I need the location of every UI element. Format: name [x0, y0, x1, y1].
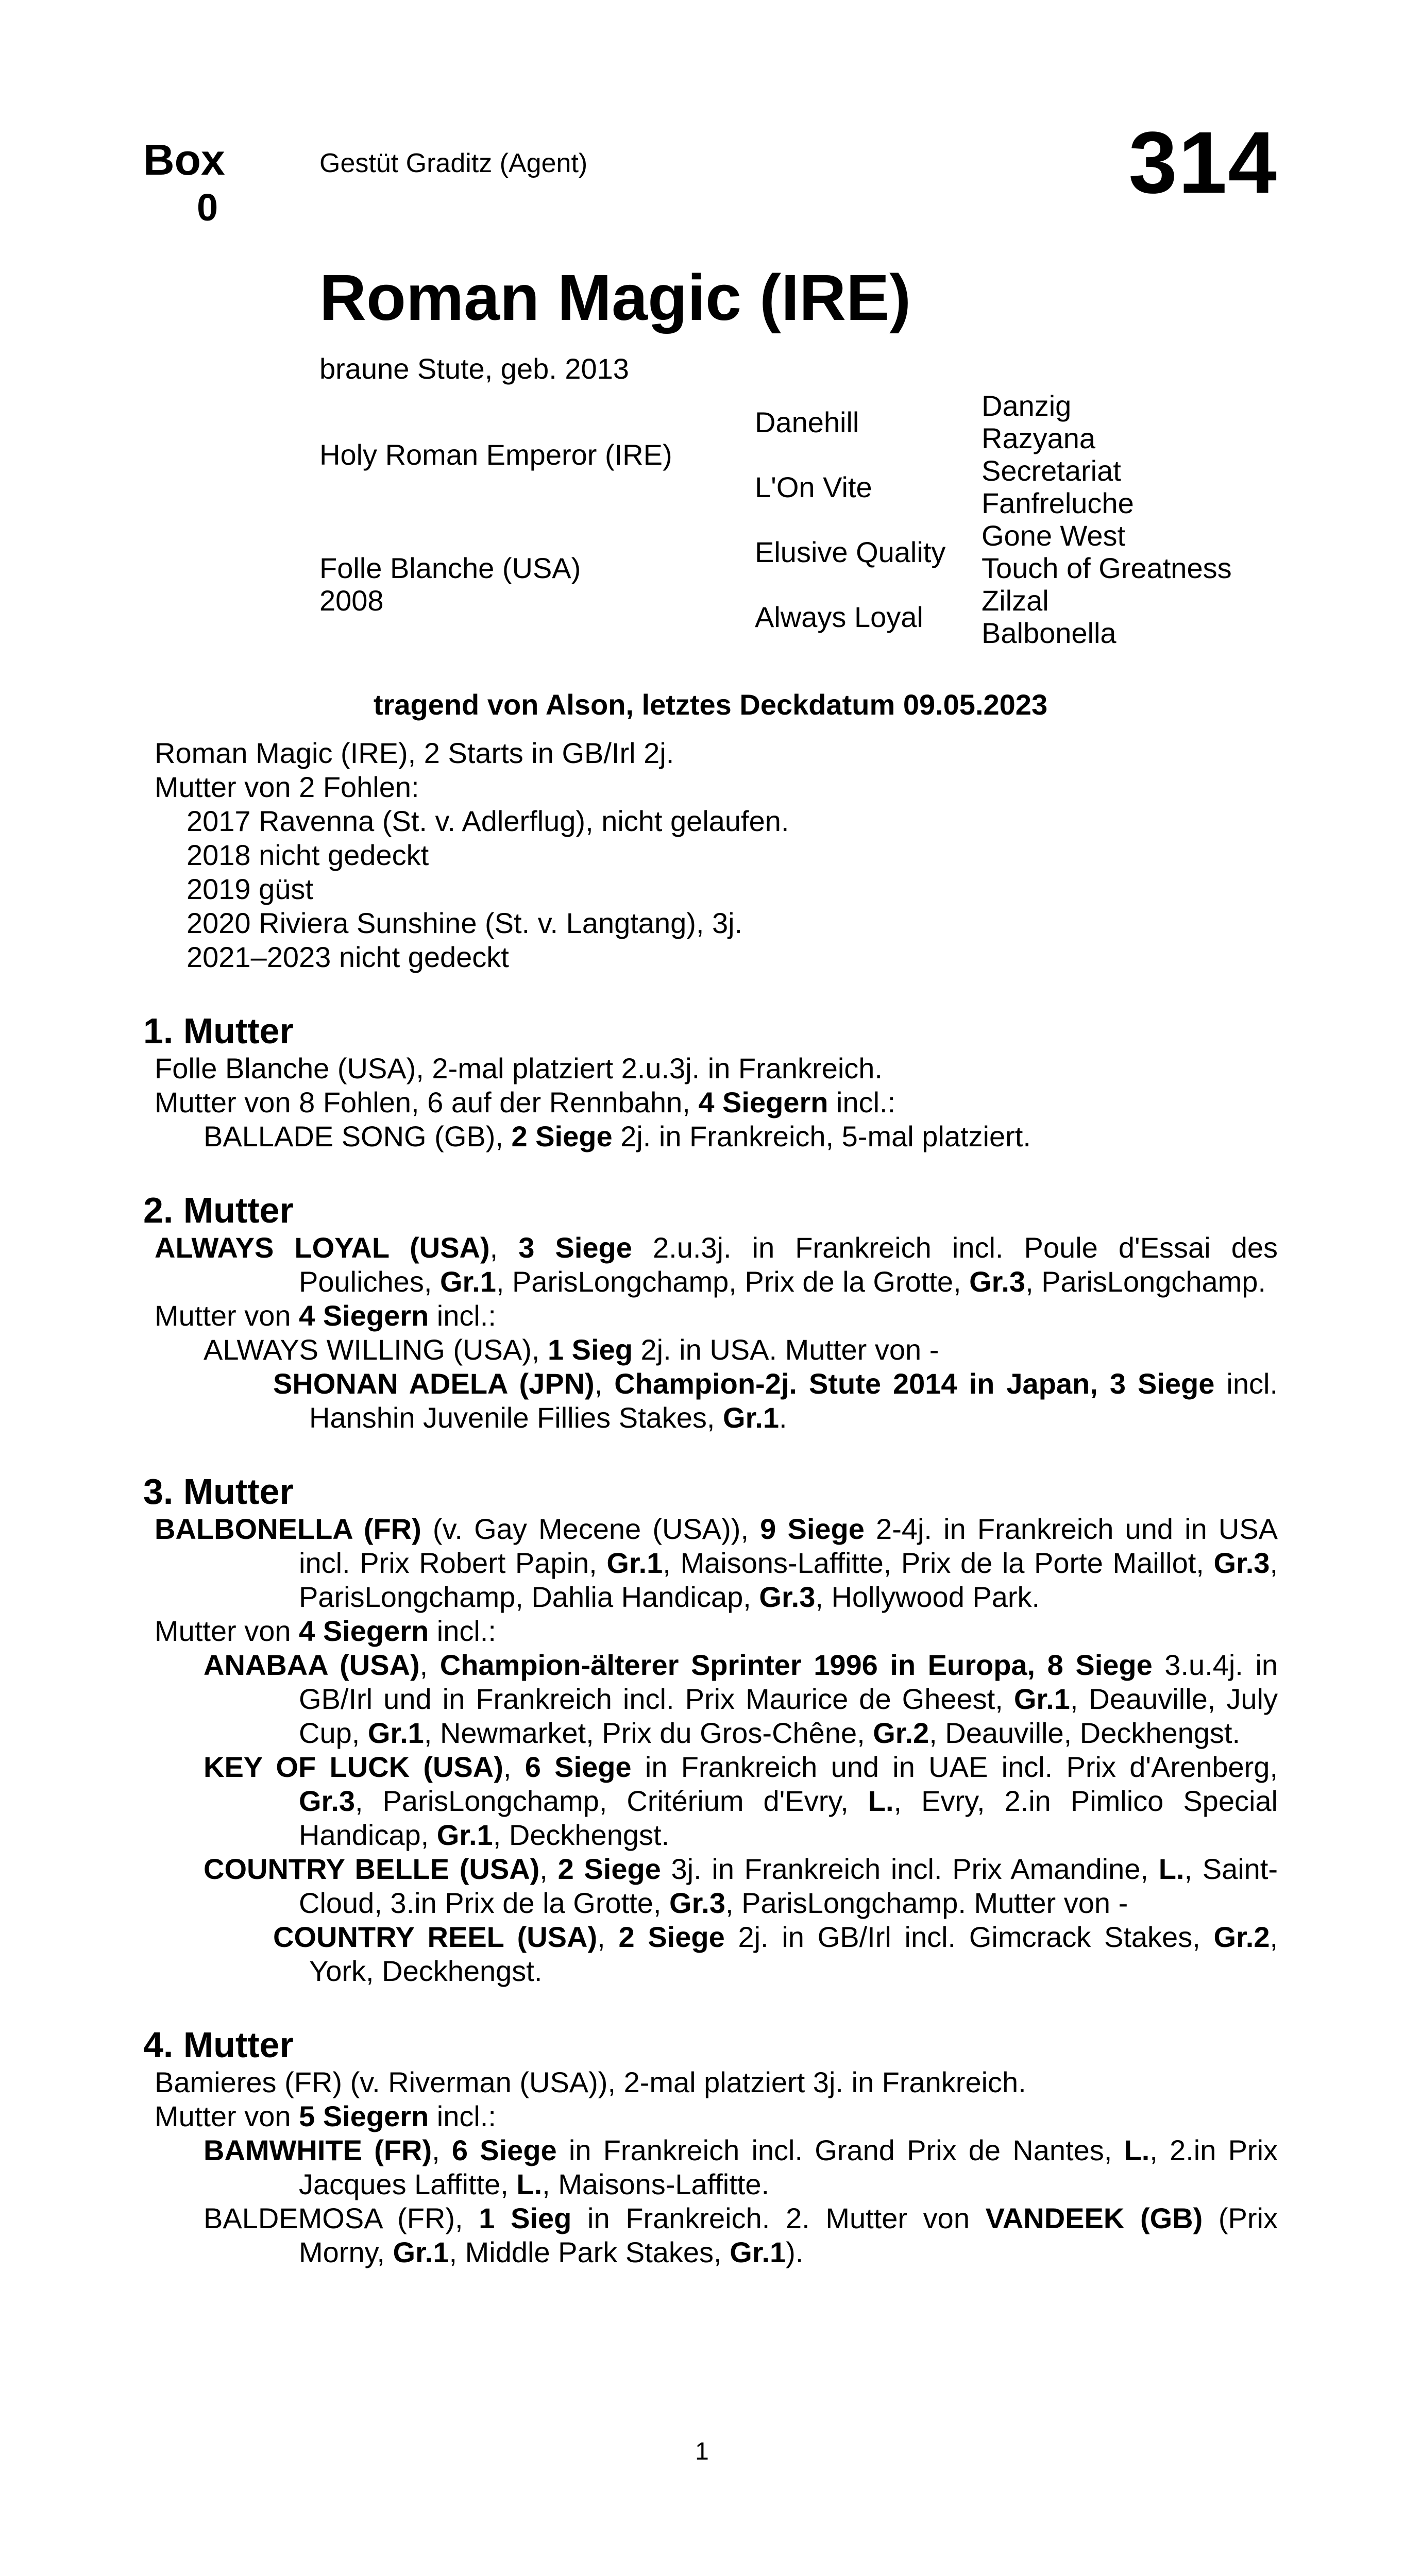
page-header [143, 114, 1278, 229]
dam-section-title: 3. Mutter [143, 1471, 294, 1512]
pedigree-ancestor: Fanfreluche [982, 487, 1134, 519]
covering-note: tragend von Alson, letztes Deckdatum 09.05.2023 [373, 688, 1048, 721]
pedigree-dam-name: Folle Blanche (USA) [319, 552, 581, 584]
pedigree-paragraph: BALBONELLA (FR) (v. Gay Mecene (USA)), 9 Siege 2-4j. in Frankreich und in USA incl. Prix Robert Papin, Gr.1, Maisons-Laffitte, Prix de la Porte Maillot, Gr.3, ParisLongchamp, Dahlia Handicap, Gr.3, Hollywood Park. [155, 1513, 1278, 1613]
pedigree-paragraph: BAMWHITE (FR), 6 Siege in Frankreich incl. Grand Prix de Nantes, L., 2.in Prix Jacques Laffitte, L., Maisons-Laffitte. [204, 2134, 1278, 2200]
dam-sections [143, 1010, 1278, 2269]
lot-number: 314 [1128, 114, 1278, 212]
pedigree-ancestor: Secretariat [982, 454, 1121, 487]
pedigree-paragraph: BALDEMOSA (FR), 1 Sieg in Frankreich. 2. Mutter von VANDEEK (GB) (Prix Morny, Gr.1, Middle Park Stakes, Gr.1). [204, 2202, 1278, 2268]
dam-section-body [143, 1231, 1278, 1435]
pedigree-table [319, 389, 1278, 649]
pedigree-ancestor: Razyana [982, 422, 1096, 454]
pedigree-paragraph: SHONAN ADELA (JPN), Champion-2j. Stute 2014 in Japan, 3 Siege incl. Hanshin Juvenile Fillies Stakes, Gr.1. [273, 1367, 1278, 1434]
pedigree-ancestor: Danzig [982, 389, 1072, 422]
pedigree-paragraph: Mutter von 4 Siegern incl.: [155, 1299, 496, 1332]
dam-section [143, 1010, 1278, 1154]
box-label: Box [143, 135, 225, 184]
race-record-line: 2021–2023 nicht gedeckt [187, 941, 509, 973]
race-record-line: Roman Magic (IRE), 2 Starts in GB/Irl 2j. [155, 737, 674, 769]
dam-section-title: 1. Mutter [143, 1011, 294, 1051]
pedigree-paragraph: ALWAYS LOYAL (USA), 3 Siege 2.u.3j. in Frankreich incl. Poule d'Essai des Pouliches, Gr.1, ParisLongchamp, Prix de la Grotte, Gr.3, ParisLongchamp. [155, 1231, 1278, 1298]
dam-section [143, 1471, 1278, 1988]
pedigree-paragraph: ANABAA (USA), Champion-älterer Sprinter 1996 in Europa, 8 Siege 3.u.4j. in GB/Irl und in Frankreich incl. Prix Maurice de Gheest, Gr.1, Deauville, July Cup, Gr.1, Newmarket, Prix du Gros-Chêne, Gr.2, Deauville, Deckhengst. [204, 1649, 1278, 1749]
pedigree-dam-block [319, 552, 581, 617]
pedigree-paragraph: Mutter von 8 Fohlen, 6 auf der Rennbahn, 4 Siegern incl.: [155, 1086, 896, 1118]
pedigree-paragraph: COUNTRY REEL (USA), 2 Siege 2j. in GB/Irl incl. Gimcrack Stakes, Gr.2, York, Deckhengst. [273, 1921, 1278, 1987]
pedigree-paragraph: ALWAYS WILLING (USA), 1 Sieg 2j. in USA. Mutter von - [204, 1333, 939, 1366]
pedigree-paragraph: Bamieres (FR) (v. Riverman (USA)), 2-mal platziert 3j. in Frankreich. [155, 2066, 1026, 2098]
box-block [143, 135, 319, 229]
pedigree-ancestor: Zilzal [982, 584, 1049, 617]
race-record-line: Mutter von 2 Fohlen: [155, 771, 419, 803]
horse-description: braune Stute, geb. 2013 [319, 352, 629, 385]
pedigree-paragraph: Mutter von 4 Siegern incl.: [155, 1615, 496, 1647]
pedigree-paragraph: Mutter von 5 Siegern incl.: [155, 2100, 496, 2132]
race-record [143, 736, 1278, 974]
race-record-line: 2017 Ravenna (St. v. Adlerflug), nicht gelaufen. [187, 805, 789, 837]
pedigree-sire [319, 389, 755, 519]
pedigree-grandsire: Elusive Quality [755, 535, 946, 568]
pedigree-ancestor: Gone West [982, 519, 1126, 552]
dam-section-title: 4. Mutter [143, 2025, 294, 2065]
pedigree-granddam: Always Loyal [755, 600, 923, 633]
dam-section [143, 2024, 1278, 2269]
pedigree-sire-name: Holy Roman Emperor (IRE) [319, 438, 672, 471]
pedigree-ancestor: Touch of Greatness [982, 552, 1232, 584]
pedigree-paragraph: COUNTRY BELLE (USA), 2 Siege 3j. in Frankreich incl. Prix Amandine, L., Saint-Cloud, 3.in Prix de la Grotte, Gr.3, ParisLongchamp. Mutter von - [204, 1853, 1278, 1919]
pedigree-ancestor: Balbonella [982, 617, 1117, 649]
pedigree-paragraph: KEY OF LUCK (USA), 6 Siege in Frankreich und in UAE incl. Prix d'Arenberg, Gr.3, ParisLongchamp, Critérium d'Evry, L., Evry, 2.in Pimlico Special Handicap, Gr.1, Deckhengst. [204, 1751, 1278, 1851]
pedigree-paragraph: Folle Blanche (USA), 2-mal platziert 2.u.3j. in Frankreich. [155, 1052, 883, 1084]
pedigree-grandsire: Danehill [755, 405, 859, 438]
box-number: 0 [197, 186, 218, 229]
pedigree-granddam: L'On Vite [755, 470, 872, 503]
dam-section-body [143, 1052, 1278, 1154]
dam-section-body [143, 2065, 1278, 2269]
page-number: 1 [695, 2438, 709, 2465]
pedigree-paragraph: BALLADE SONG (GB), 2 Siege 2j. in Frankreich, 5-mal platziert. [204, 1120, 1031, 1153]
pedigree-dam-year: 2008 [319, 584, 384, 617]
race-record-line: 2018 nicht gedeckt [187, 839, 429, 871]
horse-name: Roman Magic (IRE) [319, 261, 911, 334]
consignor-name: Gestüt Graditz (Agent) [319, 148, 588, 178]
dam-section [143, 1190, 1278, 1435]
dam-section-body [143, 1512, 1278, 1988]
pedigree-dam [319, 519, 755, 649]
race-record-line: 2019 güst [187, 873, 313, 905]
dam-section-title: 2. Mutter [143, 1190, 294, 1230]
race-record-line: 2020 Riviera Sunshine (St. v. Langtang), 3j. [187, 907, 743, 939]
